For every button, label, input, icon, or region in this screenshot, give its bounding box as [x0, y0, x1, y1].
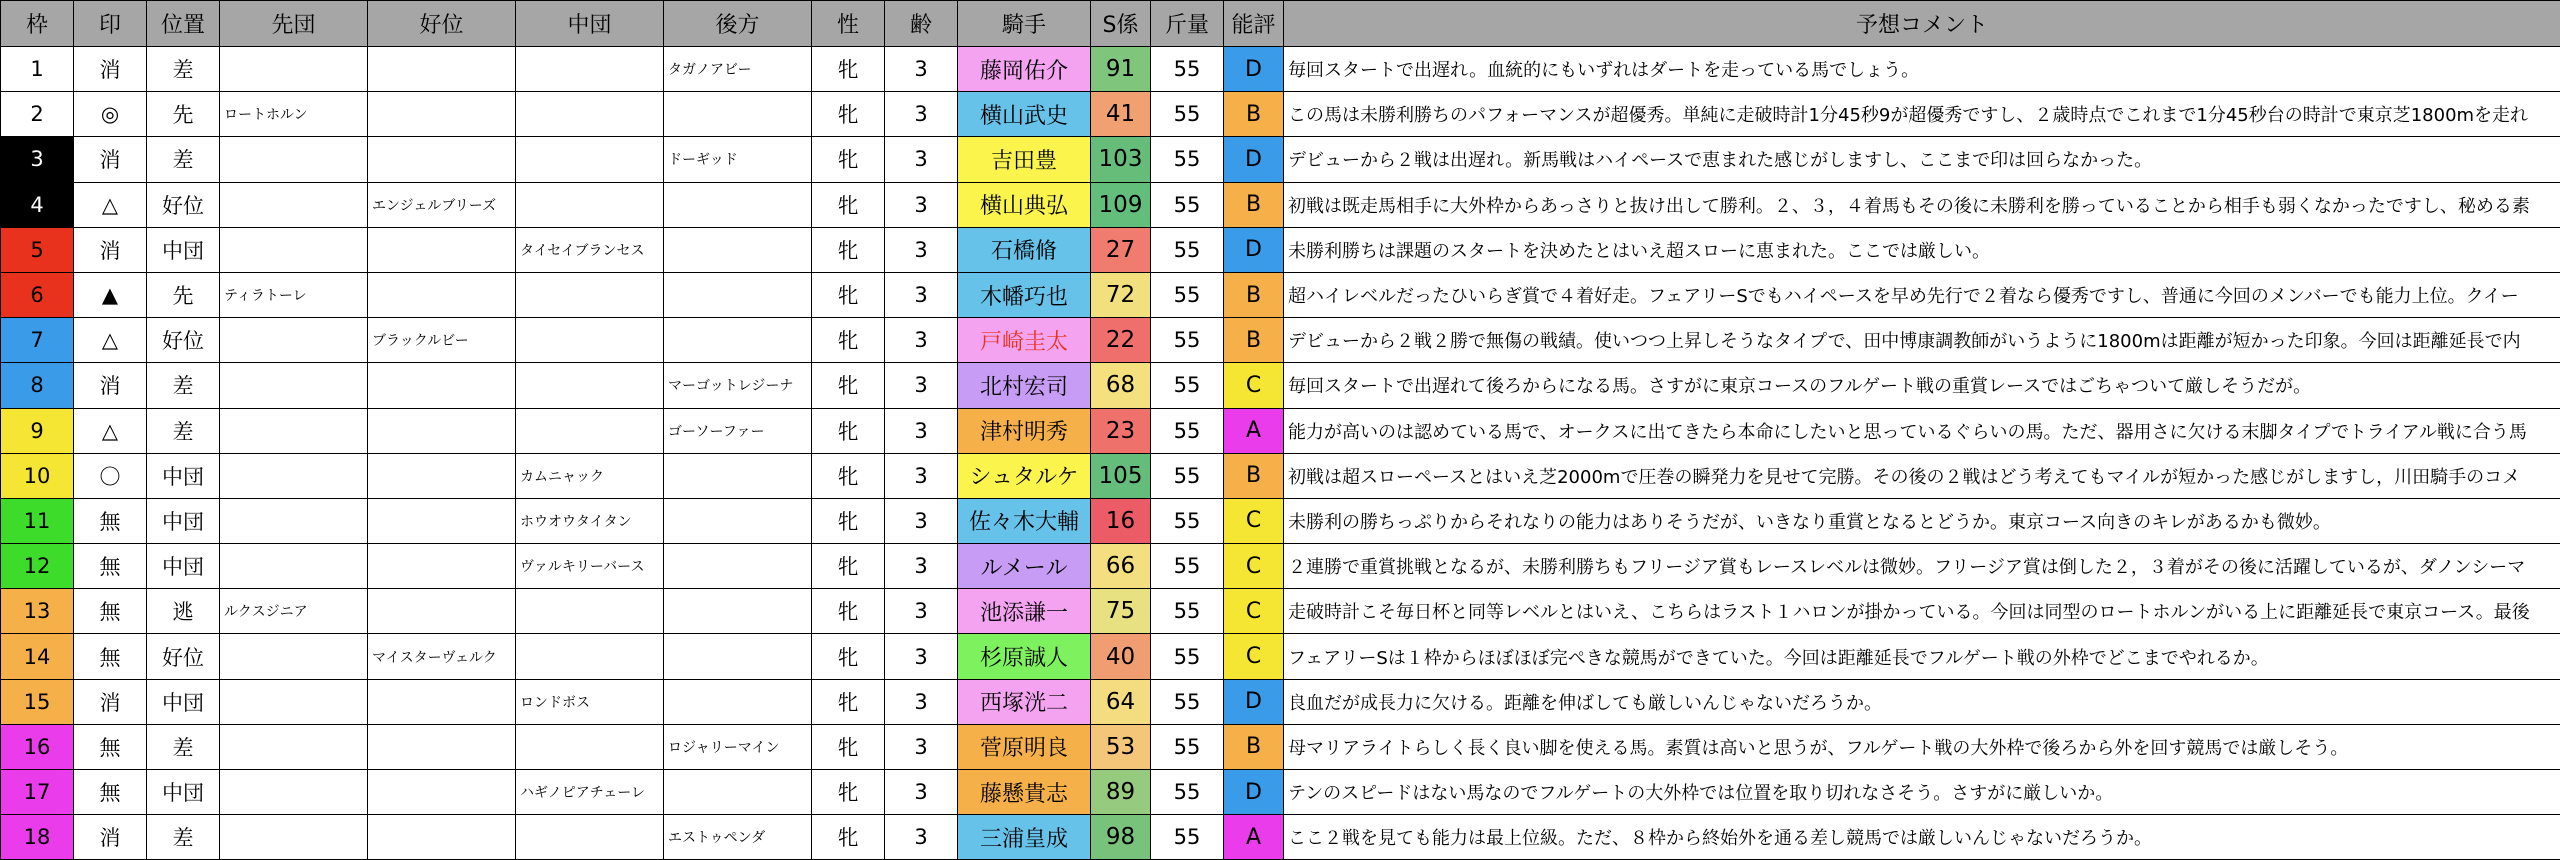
jockey-cell: 菅原明良	[958, 724, 1091, 769]
comment-cell: 初戦は超スローペースとはいえ芝2000mで圧巻の瞬発力を見せて完勝。その後の２戦はどう考えてもマイルが短かった感じがしますし，川田騎手のコメ	[1284, 453, 2560, 498]
waku-cell: 18	[1, 815, 74, 860]
table-row	[1, 272, 2560, 317]
position-cell: 中団	[147, 498, 220, 543]
position-cell: 中団	[147, 679, 220, 724]
sendan-cell	[220, 227, 368, 272]
sex-cell: 牝	[812, 92, 885, 137]
chudan-cell	[516, 92, 664, 137]
header-score: S係	[1091, 1, 1151, 47]
table-row	[1, 724, 2560, 769]
sendan-cell	[220, 318, 368, 363]
waku-cell: 3	[1, 137, 74, 182]
header-weight: 斤量	[1151, 1, 1224, 47]
score-cell: 68	[1091, 363, 1151, 408]
score-cell: 105	[1091, 453, 1151, 498]
chudan-cell	[516, 724, 664, 769]
koho-cell	[664, 589, 812, 634]
table-row	[1, 589, 2560, 634]
position-cell: 好位	[147, 634, 220, 679]
age-cell: 3	[885, 227, 958, 272]
koui-cell: エンジェルブリーズ	[368, 182, 516, 227]
weight-cell: 55	[1151, 498, 1224, 543]
sex-cell: 牝	[812, 137, 885, 182]
weight-cell: 55	[1151, 408, 1224, 453]
weight-cell: 55	[1151, 272, 1224, 317]
header-mark: 印	[74, 1, 147, 47]
age-cell: 3	[885, 363, 958, 408]
jockey-cell: シュタルケ	[958, 453, 1091, 498]
score-cell: 66	[1091, 544, 1151, 589]
koho-cell: タガノアビー	[664, 47, 812, 92]
sendan-cell: ルクスジニア	[220, 589, 368, 634]
age-cell: 3	[885, 318, 958, 363]
rating-cell: B	[1224, 453, 1284, 498]
sex-cell: 牝	[812, 498, 885, 543]
weight-cell: 55	[1151, 589, 1224, 634]
age-cell: 3	[885, 182, 958, 227]
score-cell: 27	[1091, 227, 1151, 272]
koho-cell: エストゥペンダ	[664, 815, 812, 860]
waku-cell: 12	[1, 544, 74, 589]
sex-cell: 牝	[812, 679, 885, 724]
table-row	[1, 182, 2560, 227]
sendan-cell	[220, 498, 368, 543]
sendan-cell	[220, 408, 368, 453]
rating-cell: B	[1224, 92, 1284, 137]
koho-cell	[664, 498, 812, 543]
position-cell: 好位	[147, 182, 220, 227]
sex-cell: 牝	[812, 634, 885, 679]
position-cell: 中団	[147, 770, 220, 815]
comment-cell: 未勝利の勝ちっぷりからそれなりの能力はありそうだが、いきなり重賞となるとどうか。東京コース向きのキレがあるかも微妙。	[1284, 498, 2560, 543]
table-row	[1, 92, 2560, 137]
table-row	[1, 815, 2560, 860]
rating-cell: B	[1224, 318, 1284, 363]
age-cell: 3	[885, 498, 958, 543]
comment-cell: ２連勝で重賞挑戦となるが、未勝利勝ちもフリージア賞もレースレベルは微妙。フリージア賞は倒した２，３着がその後に活躍しているが、ダノンシーマ	[1284, 544, 2560, 589]
chudan-cell	[516, 815, 664, 860]
waku-cell: 15	[1, 679, 74, 724]
rating-cell: B	[1224, 724, 1284, 769]
score-cell: 75	[1091, 589, 1151, 634]
koui-cell	[368, 272, 516, 317]
age-cell: 3	[885, 47, 958, 92]
mark-cell: 消	[74, 47, 147, 92]
age-cell: 3	[885, 589, 958, 634]
sendan-cell	[220, 544, 368, 589]
chudan-cell	[516, 137, 664, 182]
table-row	[1, 47, 2560, 92]
koho-cell: マーゴットレジーナ	[664, 363, 812, 408]
koho-cell	[664, 182, 812, 227]
comment-cell: 毎回スタートで出遅れ。血統的にもいずれはダートを走っている馬でしょう。	[1284, 47, 2560, 92]
koui-cell	[368, 544, 516, 589]
mark-cell: 無	[74, 589, 147, 634]
comment-cell: 初戦は既走馬相手に大外枠からあっさりと抜け出して勝利。２、３，４着馬もその後に未勝利を勝っていることから相手も弱くなかったですし、秘める素	[1284, 182, 2560, 227]
table-row	[1, 679, 2560, 724]
mark-cell: 無	[74, 724, 147, 769]
rating-cell: A	[1224, 815, 1284, 860]
chudan-cell: タイセイブランセス	[516, 227, 664, 272]
koui-cell	[368, 498, 516, 543]
chudan-cell	[516, 318, 664, 363]
comment-cell: 未勝利勝ちは課題のスタートを決めたとはいえ超スローに恵まれた。ここでは厳しい。	[1284, 227, 2560, 272]
age-cell: 3	[885, 770, 958, 815]
mark-cell: △	[74, 182, 147, 227]
koui-cell	[368, 408, 516, 453]
table-row	[1, 318, 2560, 363]
age-cell: 3	[885, 408, 958, 453]
koho-cell: ロジャリーマイン	[664, 724, 812, 769]
table-row	[1, 453, 2560, 498]
koho-cell	[664, 634, 812, 679]
weight-cell: 55	[1151, 182, 1224, 227]
chudan-cell	[516, 589, 664, 634]
waku-cell: 4	[1, 182, 74, 227]
rating-cell: B	[1224, 182, 1284, 227]
jockey-cell: ルメール	[958, 544, 1091, 589]
position-cell: 中団	[147, 227, 220, 272]
waku-cell: 13	[1, 589, 74, 634]
horse-rows	[1, 47, 2560, 860]
koui-cell	[368, 679, 516, 724]
rating-cell: A	[1224, 408, 1284, 453]
score-cell: 22	[1091, 318, 1151, 363]
koui-cell	[368, 724, 516, 769]
table-row	[1, 363, 2560, 408]
sex-cell: 牝	[812, 182, 885, 227]
table-row	[1, 544, 2560, 589]
sendan-cell	[220, 724, 368, 769]
rating-cell: C	[1224, 363, 1284, 408]
age-cell: 3	[885, 92, 958, 137]
chudan-cell: ヴァルキリーバース	[516, 544, 664, 589]
header-waku: 枠	[1, 1, 74, 47]
sex-cell: 牝	[812, 544, 885, 589]
age-cell: 3	[885, 453, 958, 498]
table-row	[1, 137, 2560, 182]
score-cell: 89	[1091, 770, 1151, 815]
jockey-cell: 吉田豊	[958, 137, 1091, 182]
mark-cell: 消	[74, 227, 147, 272]
mark-cell: 〇	[74, 453, 147, 498]
score-cell: 109	[1091, 182, 1151, 227]
sex-cell: 牝	[812, 453, 885, 498]
jockey-cell: 横山典弘	[958, 182, 1091, 227]
sex-cell: 牝	[812, 227, 885, 272]
rating-cell: D	[1224, 227, 1284, 272]
mark-cell: 消	[74, 363, 147, 408]
chudan-cell: ホウオウタイタン	[516, 498, 664, 543]
rating-cell: C	[1224, 498, 1284, 543]
koui-cell	[368, 815, 516, 860]
comment-cell: テンのスピードはない馬なのでフルゲートの大外枠では位置を取り切れなさそう。さすがに厳しいか。	[1284, 770, 2560, 815]
header-sex: 性	[812, 1, 885, 47]
mark-cell: △	[74, 318, 147, 363]
sendan-cell: ロートホルン	[220, 92, 368, 137]
weight-cell: 55	[1151, 137, 1224, 182]
age-cell: 3	[885, 679, 958, 724]
comment-cell: 良血だが成長力に欠ける。距離を伸ばしても厳しいんじゃないだろうか。	[1284, 679, 2560, 724]
rating-cell: D	[1224, 679, 1284, 724]
sex-cell: 牝	[812, 272, 885, 317]
score-cell: 103	[1091, 137, 1151, 182]
header-comment: 予想コメント	[1284, 1, 2560, 47]
chudan-cell	[516, 272, 664, 317]
comment-cell: 走破時計こそ毎日杯と同等レベルとはいえ、こちらはラスト１ハロンが掛かっている。今回は同型のロートホルンがいる上に距離延長で東京コース。最後	[1284, 589, 2560, 634]
waku-cell: 9	[1, 408, 74, 453]
waku-cell: 7	[1, 318, 74, 363]
koho-cell	[664, 544, 812, 589]
weight-cell: 55	[1151, 679, 1224, 724]
comment-cell: 毎回スタートで出遅れて後ろからになる馬。さすがに東京コースのフルゲート戦の重賞レースではごちゃついて厳しそうだが。	[1284, 363, 2560, 408]
header-sendan: 先団	[220, 1, 368, 47]
sendan-cell	[220, 679, 368, 724]
sendan-cell	[220, 47, 368, 92]
jockey-cell: 藤懸貴志	[958, 770, 1091, 815]
age-cell: 3	[885, 724, 958, 769]
sendan-cell	[220, 182, 368, 227]
chudan-cell: カムニャック	[516, 453, 664, 498]
koui-cell: マイスターヴェルク	[368, 634, 516, 679]
position-cell: 先	[147, 92, 220, 137]
comment-cell: 母マリアライトらしく長く良い脚を使える馬。素質は高いと思うが、フルゲート戦の大外枠で後ろから外を回す競馬では厳しそう。	[1284, 724, 2560, 769]
comment-cell: デビューから２戦２勝で無傷の戦績。使いつつ上昇しそうなタイプで、田中博康調教師がいうように1800mは距離が短かった印象。今回は距離延長で内	[1284, 318, 2560, 363]
weight-cell: 55	[1151, 227, 1224, 272]
jockey-cell: 西塚洸二	[958, 679, 1091, 724]
koui-cell	[368, 137, 516, 182]
sendan-cell	[220, 137, 368, 182]
header-koui: 好位	[368, 1, 516, 47]
koho-cell: ドーギッド	[664, 137, 812, 182]
jockey-cell: 横山武史	[958, 92, 1091, 137]
jockey-cell: 三浦皇成	[958, 815, 1091, 860]
koui-cell	[368, 770, 516, 815]
waku-cell: 11	[1, 498, 74, 543]
rating-cell: C	[1224, 589, 1284, 634]
rating-cell: C	[1224, 634, 1284, 679]
koui-cell	[368, 227, 516, 272]
chudan-cell	[516, 47, 664, 92]
header-koho: 後方	[664, 1, 812, 47]
table-row	[1, 770, 2560, 815]
position-cell: 差	[147, 137, 220, 182]
weight-cell: 55	[1151, 544, 1224, 589]
weight-cell: 55	[1151, 634, 1224, 679]
chudan-cell	[516, 363, 664, 408]
sendan-cell	[220, 453, 368, 498]
mark-cell: 無	[74, 770, 147, 815]
position-cell: 逃	[147, 589, 220, 634]
weight-cell: 55	[1151, 92, 1224, 137]
chudan-cell	[516, 408, 664, 453]
comment-cell: この馬は未勝利勝ちのパフォーマンスが超優秀。単純に走破時計1分45秒9が超優秀ですし、２歳時点でこれまで1分45秒台の時計で東京芝1800mを走れ	[1284, 92, 2560, 137]
chudan-cell	[516, 182, 664, 227]
sex-cell: 牝	[812, 770, 885, 815]
rating-cell: C	[1224, 544, 1284, 589]
sex-cell: 牝	[812, 408, 885, 453]
koui-cell	[368, 589, 516, 634]
jockey-cell: 杉原誠人	[958, 634, 1091, 679]
waku-cell: 5	[1, 227, 74, 272]
comment-cell: 能力が高いのは認めている馬で、オークスに出てきたら本命にしたいと思っているぐらいの馬。ただ、器用さに欠ける末脚タイプでトライアル戦に合う馬	[1284, 408, 2560, 453]
header-jockey: 騎手	[958, 1, 1091, 47]
comment-cell: 超ハイレベルだったひいらぎ賞で４着好走。フェアリーSでもハイペースを早め先行で２着なら優秀ですし、普通に今回のメンバーでも能力上位。クイー	[1284, 272, 2560, 317]
waku-cell: 10	[1, 453, 74, 498]
koho-cell	[664, 92, 812, 137]
score-cell: 98	[1091, 815, 1151, 860]
weight-cell: 55	[1151, 770, 1224, 815]
koui-cell: ブラックルビー	[368, 318, 516, 363]
jockey-cell: 北村宏司	[958, 363, 1091, 408]
weight-cell: 55	[1151, 318, 1224, 363]
jockey-cell: 石橋脩	[958, 227, 1091, 272]
age-cell: 3	[885, 815, 958, 860]
position-cell: 差	[147, 47, 220, 92]
age-cell: 3	[885, 634, 958, 679]
score-cell: 91	[1091, 47, 1151, 92]
koui-cell	[368, 92, 516, 137]
sex-cell: 牝	[812, 318, 885, 363]
header-chudan: 中団	[516, 1, 664, 47]
position-cell: 差	[147, 363, 220, 408]
score-cell: 64	[1091, 679, 1151, 724]
jockey-cell: 木幡巧也	[958, 272, 1091, 317]
position-cell: 好位	[147, 318, 220, 363]
table-row	[1, 408, 2560, 453]
rating-cell: D	[1224, 770, 1284, 815]
age-cell: 3	[885, 544, 958, 589]
table-row	[1, 498, 2560, 543]
koho-cell	[664, 453, 812, 498]
chudan-cell	[516, 634, 664, 679]
waku-cell: 16	[1, 724, 74, 769]
sendan-cell	[220, 634, 368, 679]
position-cell: 差	[147, 408, 220, 453]
table-row	[1, 227, 2560, 272]
weight-cell: 55	[1151, 47, 1224, 92]
chudan-cell: ロンドボス	[516, 679, 664, 724]
header-position: 位置	[147, 1, 220, 47]
weight-cell: 55	[1151, 453, 1224, 498]
sex-cell: 牝	[812, 363, 885, 408]
rating-cell: B	[1224, 272, 1284, 317]
score-cell: 41	[1091, 92, 1151, 137]
koho-cell	[664, 272, 812, 317]
jockey-cell: 佐々木大輔	[958, 498, 1091, 543]
waku-cell: 2	[1, 92, 74, 137]
jockey-cell: 池添謙一	[958, 589, 1091, 634]
position-cell: 先	[147, 272, 220, 317]
mark-cell: △	[74, 408, 147, 453]
sex-cell: 牝	[812, 47, 885, 92]
age-cell: 3	[885, 272, 958, 317]
koui-cell	[368, 453, 516, 498]
koho-cell	[664, 770, 812, 815]
koui-cell	[368, 363, 516, 408]
mark-cell: 消	[74, 815, 147, 860]
mark-cell: ◎	[74, 92, 147, 137]
sendan-cell	[220, 363, 368, 408]
mark-cell: 無	[74, 634, 147, 679]
score-cell: 40	[1091, 634, 1151, 679]
jockey-cell: 戸崎圭太	[958, 318, 1091, 363]
waku-cell: 1	[1, 47, 74, 92]
sex-cell: 牝	[812, 589, 885, 634]
sendan-cell: ティラトーレ	[220, 272, 368, 317]
mark-cell: ▲	[74, 272, 147, 317]
koho-cell	[664, 318, 812, 363]
mark-cell: 無	[74, 544, 147, 589]
weight-cell: 55	[1151, 363, 1224, 408]
comment-cell: ここ２戦を見ても能力は最上位級。ただ、８枠から終始外を通る差し競馬では厳しいんじゃないだろうか。	[1284, 815, 2560, 860]
koui-cell	[368, 47, 516, 92]
koho-cell: ゴーソーファー	[664, 408, 812, 453]
age-cell: 3	[885, 137, 958, 182]
waku-cell: 14	[1, 634, 74, 679]
weight-cell: 55	[1151, 724, 1224, 769]
score-cell: 16	[1091, 498, 1151, 543]
jockey-cell: 津村明秀	[958, 408, 1091, 453]
table-row	[1, 634, 2560, 679]
score-cell: 23	[1091, 408, 1151, 453]
koho-cell	[664, 679, 812, 724]
position-cell: 差	[147, 724, 220, 769]
comment-cell: フェアリーSは１枠からほぼほぼ完ぺきな競馬ができていた。今回は距離延長でフルゲート戦の外枠でどこまでやれるか。	[1284, 634, 2560, 679]
position-cell: 中団	[147, 453, 220, 498]
sex-cell: 牝	[812, 815, 885, 860]
koho-cell	[664, 227, 812, 272]
mark-cell: 無	[74, 498, 147, 543]
waku-cell: 6	[1, 272, 74, 317]
position-cell: 中団	[147, 544, 220, 589]
sex-cell: 牝	[812, 724, 885, 769]
mark-cell: 消	[74, 679, 147, 724]
header-age: 齢	[885, 1, 958, 47]
score-cell: 53	[1091, 724, 1151, 769]
jockey-cell: 藤岡佑介	[958, 47, 1091, 92]
rating-cell: D	[1224, 137, 1284, 182]
sendan-cell	[220, 770, 368, 815]
rating-cell: D	[1224, 47, 1284, 92]
comment-cell: デビューから２戦は出遅れ。新馬戦はハイペースで恵まれた感じがしますし、ここまで印は回らなかった。	[1284, 137, 2560, 182]
header-rating: 能評	[1224, 1, 1284, 47]
weight-cell: 55	[1151, 815, 1224, 860]
position-cell: 差	[147, 815, 220, 860]
waku-cell: 17	[1, 770, 74, 815]
waku-cell: 8	[1, 363, 74, 408]
chudan-cell: ハギノピアチェーレ	[516, 770, 664, 815]
header-row	[1, 1, 2560, 47]
sendan-cell	[220, 815, 368, 860]
mark-cell: 消	[74, 137, 147, 182]
score-cell: 72	[1091, 272, 1151, 317]
